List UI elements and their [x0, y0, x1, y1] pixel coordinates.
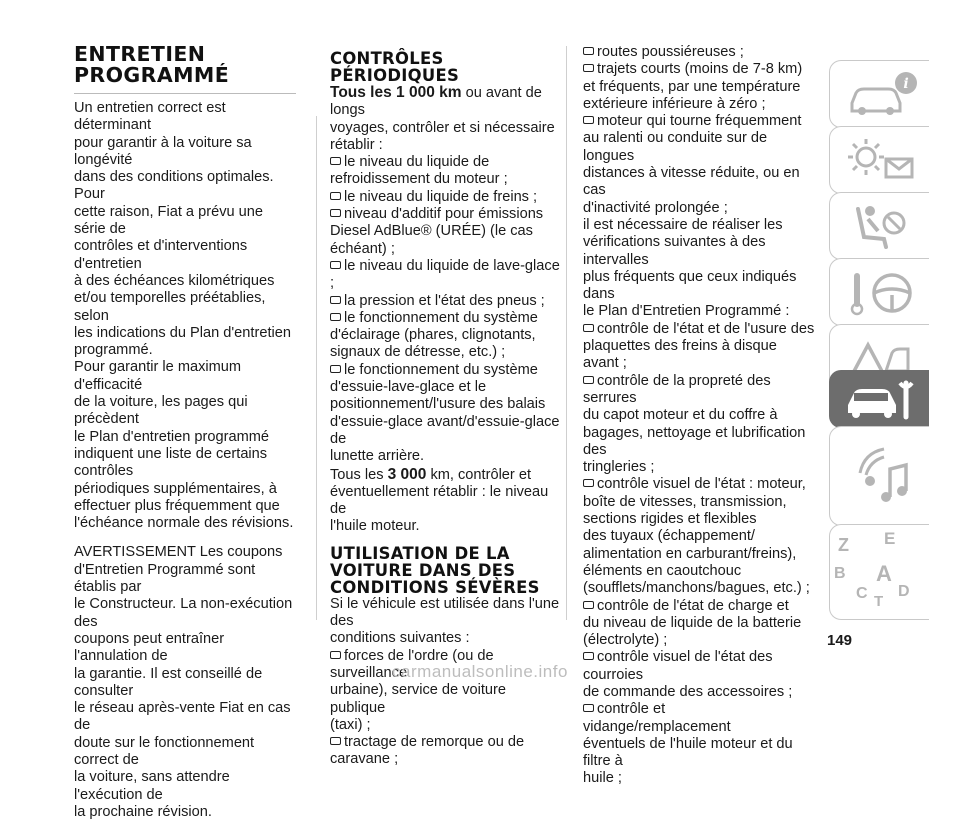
- bullet-icon: [330, 261, 341, 269]
- paragraph-efficacite: Pour garantir le maximum d'efficacité de la voiture, les pages qui précèdent le Plan d'entretien programmé indiquent une liste de certains contrôles périodiques supplémentaires, à effectuer plus fréquemment que l'échéance normale des révisions.: [74, 359, 294, 532]
- warning-lights-icon: [844, 133, 924, 189]
- list-item: forces de l'ordre (ou de surveillance urbaine), service de voiture publique (taxi) ;: [330, 647, 507, 733]
- paragraph-verifications: il est nécessaire de réaliser les vérifications suivantes à des intervalles plus fréquents que ceux indiqués dans le Plan d'Entretien Programmé :: [583, 216, 797, 320]
- bullet-icon: [330, 157, 341, 165]
- bullet-list-1000km: [330, 154, 560, 465]
- list-item: le niveau du liquide de lave-glace ;: [330, 257, 560, 292]
- watermark: carmanualsonline.info: [392, 662, 568, 681]
- bullet-icon: [583, 652, 594, 660]
- list-item: contrôle visuel de l'état : moteur, boîte de vitesses, transmission, sections rigides et flexibles des tuyaux (échappement/ alimentation en carburant/freins), éléments en caoutchouc (soufflets/manchons/bagues, etc.) ;: [583, 476, 810, 597]
- car-info-icon: [844, 67, 924, 123]
- column-controles: [330, 50, 560, 769]
- bullet-icon: [583, 324, 594, 332]
- bullet-list-verifications: [583, 321, 815, 788]
- list-item: contrôle de la propreté des serrures du capot moteur et du coffre à bagages, nettoyage et lubrification des tringleries ;: [583, 372, 806, 476]
- column-entretien: [74, 44, 296, 821]
- list-item: contrôle visuel de l'état des courroies de commande des accessoires ;: [583, 649, 793, 700]
- bullet-list-conditions-cont: [583, 44, 815, 217]
- list-item: contrôle et vidange/remplacement éventuels de l'huile moteur et du filtre à huile ;: [583, 701, 793, 787]
- paragraph-3000km: Tous les 3 000 km, contrôler et éventuellement rétablir : le niveau de l'huile moteur.: [330, 465, 549, 535]
- bullet-icon: [583, 116, 594, 124]
- list-item: le fonctionnement du système d'éclairage (phares, clignotants, signaux de détresse, etc.) ;: [330, 309, 538, 361]
- list-item: la pression et l'état des pneus ;: [330, 293, 560, 310]
- paragraph-1000km: Tous les 1 000 km ou avant de longs voyages, contrôler et si nécessaire rétablir :: [330, 84, 555, 153]
- list-item: le niveau du liquide de freins ;: [330, 189, 560, 206]
- bullet-icon: [330, 209, 341, 217]
- column-divider-right: [566, 46, 567, 620]
- list-item: trajets courts (moins de 7-8 km) et fréquents, par une température extérieure inférieure à zéro ;: [583, 61, 803, 112]
- tab-index[interactable]: [829, 524, 929, 620]
- section-title-entretien: ENTRETIEN PROGRAMMÉ: [74, 44, 296, 94]
- list-item: niveau d'additif pour émissions Diesel AdBlue® (URÉE) (le cas échéant) ;: [330, 206, 544, 257]
- bullet-icon: [583, 479, 594, 487]
- index-letters-icon: Z E B A C T D: [834, 529, 910, 610]
- bullet-icon: [583, 704, 594, 712]
- list-item: routes poussiéreuses ;: [583, 44, 815, 61]
- column-divider-left: [316, 116, 317, 620]
- list-item: le fonctionnement du système d'essuie-lave-glace et le positionnement/l'usure des balais d'essuie-glace avant/d'essuie-glace de lunette arrière.: [330, 361, 560, 465]
- list-item: contrôle de l'état de charge et du niveau de liquide de la batterie (électrolyte) ;: [583, 597, 802, 649]
- section-title-utilisation: UTILISATION DE LA VOITURE DANS DES CONDITIONS SÉVÈRES: [330, 543, 540, 597]
- bullet-icon: [583, 64, 594, 72]
- tab-car-info[interactable]: [829, 60, 929, 128]
- page-number: 149: [827, 632, 853, 649]
- bullet-icon: [583, 601, 594, 609]
- list-item: moteur qui tourne fréquemment au ralenti ou conduite sur de longues distances à vitesse réduite, ou en cas d'inactivité prolongée ;: [583, 113, 802, 216]
- bullet-icon: [330, 296, 341, 304]
- title-underline: [74, 93, 296, 94]
- steering-key-icon: [844, 265, 924, 321]
- bullet-icon: [330, 651, 341, 659]
- list-item: tractage de remorque ou de caravane ;: [330, 734, 525, 768]
- svg-text:i: i: [903, 76, 909, 92]
- tab-warning-lights[interactable]: [829, 126, 929, 194]
- multimedia-icon: [844, 433, 924, 521]
- airbag-seat-icon: [844, 199, 924, 255]
- paragraph-conditions: Si le véhicule est utilisée dans l'une des conditions suivantes :: [330, 595, 560, 647]
- bullet-icon: [330, 192, 341, 200]
- bullet-icon: [583, 376, 594, 384]
- section-title-controles: CONTRÔLES PÉRIODIQUES: [330, 49, 460, 85]
- bullet-icon: [330, 737, 341, 745]
- paragraph-intro: Un entretien correct est déterminant pour garantir à la voiture sa longévité dans des conditions optimales. Pour cette raison, Fiat a prévu une série de contrôles et d'interventions d'entretien à des échéances kilométriques et/ou temporelles préétablies, selon les indications du Plan d'entretien programmé.: [74, 100, 291, 359]
- tab-car-service[interactable]: [829, 370, 929, 428]
- bullet-icon: [583, 47, 594, 55]
- bullet-icon: [330, 365, 341, 373]
- list-item: contrôle de l'état et de l'usure des plaquettes des freins à disque avant ;: [583, 320, 815, 372]
- tab-steering-key[interactable]: [829, 258, 929, 326]
- tab-airbag-seat[interactable]: [829, 192, 929, 260]
- tab-multimedia[interactable]: [829, 426, 929, 526]
- bullet-icon: [330, 313, 341, 321]
- list-item: le niveau du liquide de refroidissement du moteur ;: [330, 154, 508, 188]
- car-service-icon: [844, 377, 924, 423]
- paragraph-avertissement: AVERTISSEMENT Les coupons d'Entretien Programmé sont établis par le Constructeur. La non-exécution des coupons peut entraîner l'annulation de la garantie. Il est conseillé de consulter le réseau après-vente Fiat en cas de doute sur le fonctionnement correct de la voiture, sans attendre l'exécution de la prochaine révision.: [74, 544, 293, 820]
